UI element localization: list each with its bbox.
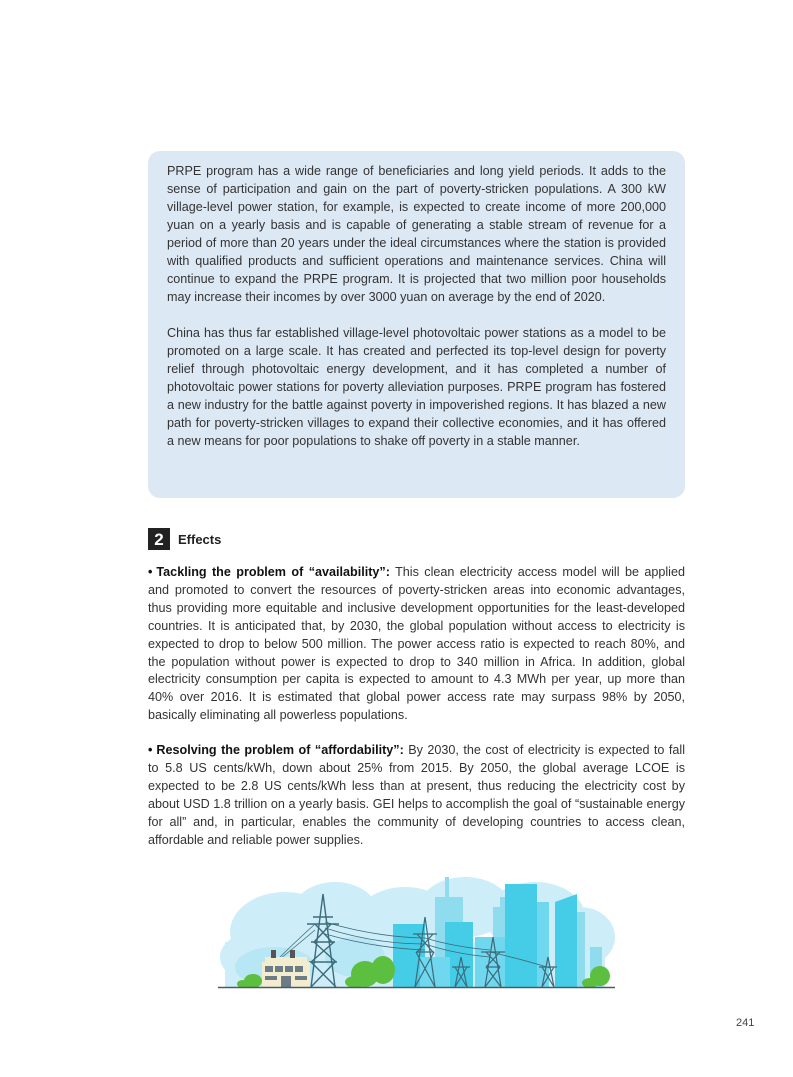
section-heading [148,528,221,550]
callout-box [148,151,685,498]
bullet-lead: Resolving the problem of “affordability”: [156,743,404,757]
callout-paragraph-1: PRPE program has a wide range of beneficiaries and long yield periods. It adds to the sense of participation and gain on the part of poverty-stricken populations. A 300 kW village-level power station, for example, is expected to create income of more 200,000 yuan on a yearly basis and is capable of generating a stable stream of revenue for a period of more than 20 years under the ideal circumstances where the station is provided with qualified products and sufficient operations and maintenance services. China will continue to expand the PRPE program. It is projected that two million poor households may increase their incomes by over 3000 yuan on average by the end of 2020. [167,164,666,304]
bullet-text: This clean electricity access model will be applied and promoted to convert the resources of poverty-stricken areas into economic advantages, thus providing more equitable and inclusive development opportunities for the least-developed countries. It is anticipated that, by 2030, the global population without access to electricity is expected to drop to below 500 million. The power access ratio is expected to reach 80%, and the population without power is expected to drop to 340 million in Africa. In addition, global electricity consumption per capita is expected to amount to 4.3 MWh per year, up more than 40% over 2016. It is estimated that global power access rate may surpass 98% by 2050, basically eliminating all powerless populations. [148,565,685,723]
bullet-paragraph-affordability [148,742,685,849]
bullet-lead: Tackling the problem of “availability”: [156,565,390,579]
bullet-icon: • [148,743,153,757]
bullet-icon: • [148,565,153,579]
page-number: 241 [736,1017,755,1029]
bullet-text: By 2030, the cost of electricity is expected to fall to 5.8 US cents/kWh, down about 25% from 2015. By 2050, the global average LCOE is expected to be 2.8 US cents/kWh less than at present, thus reducing the electricity cost by about USD 1.8 trillion on a yearly basis. GEI helps to accomplish the goal of “sustainable energy for all” and, in particular, enables the community of developing countries to access clean, affordable and reliable power supplies. [148,743,685,847]
power-grid-city-skyline-illustration [215,862,620,990]
section-number-badge: 2 [148,528,170,550]
callout-paragraph-2: China has thus far established village-level photovoltaic power stations as a model to be promoted on a large scale. It has created and perfected its top-level design for poverty relief through photovoltaic energy development, and it has completed a number of photovoltaic power stations for poverty alleviation purposes. PRPE program has fostered a new industry for the battle against poverty in impoverished regions. It has blazed a new path for poverty-stricken villages to expand their collective economies, and it has offered a new means for poor populations to shake off poverty in a stable manner. [167,326,666,448]
bullet-paragraph-availability [148,564,685,725]
section-title: Effects [178,531,222,547]
